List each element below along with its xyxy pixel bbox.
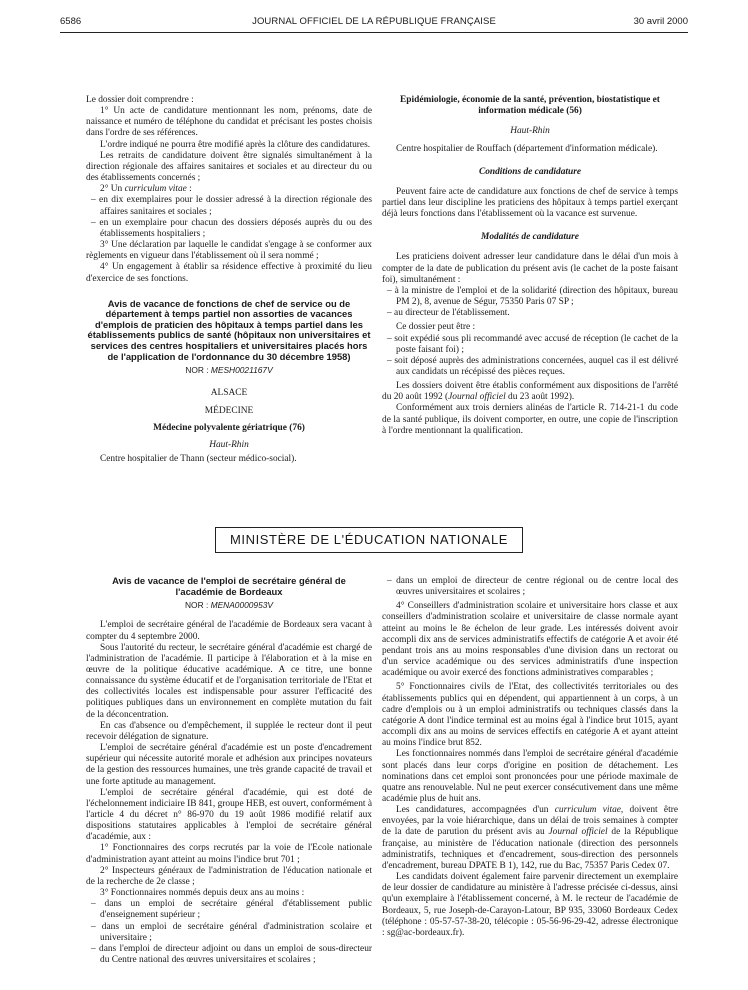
specialty-heading: Médecine polyvalente gériatrique (76) [153,422,305,433]
list-item: – dans un emploi de secrétaire général d'administration scolaire et universitaire ; [91,921,372,943]
paragraph: Sous l'autorité du recteur, le secrétaire général d'académie est chargé de l'administration de l'académie. Il participe à l'élaboration et à la mise en œuvre de la politique éducative académique. A ce titre, une bonne connaissance du système éducatif et de l'organisation territoriale de l'Etat et des collectivités locales est indispensable pour assurer l'efficacité des politiques publiques dans un environnement en complète mutation du fait de la déconcentration. [86,642,372,720]
list-item: – soit déposé auprès des administrations concernées, auquel cas il est délivré aux candidats un récépissé des pièces reçues. [387,355,678,377]
list-item: – dans l'emploi de directeur adjoint ou dans un emploi de sous-directeur du Centre national des œuvres universitaires et scolaires ; [91,943,372,966]
page-number: 6586 [60,16,82,27]
column-left-top [86,95,372,465]
paragraph: 4° Un engagement à établir sa résidence effective à proximité du lieu d'exercice de ses fonctions. [86,262,372,284]
list-item: – dans un emploi de directeur de centre régional ou de centre local des œuvres universitaires et scolaires ; [387,576,678,598]
paragraph: Les fonctionnaires nommés dans l'emploi de secrétaire général d'académie sont placés dans leur corps d'origine en position de détachement. Les nominations dans cet emploi sont prononcées pour une période maximale de quatre ans renouvelable. Nul ne peut exercer consécutivement dans une même académie plus de huit ans. [382,749,678,804]
paragraph: L'ordre indiqué ne pourra être modifié après la clôture des candidatures. [100,139,371,150]
paragraph: 3° Une déclaration par laquelle le candidat s'engage à se conformer aux règlements en vigueur dans l'établissement où il sera nommé ; [86,240,372,262]
column-right-top [382,95,678,437]
paragraph: L'emploi de secrétaire général d'académie est un poste d'encadrement supérieur qui nécessite autorité morale et adhésion aux principes novateurs de la gestion des ressources humaines, une très grande capacité de travail et une forte aptitude au management. [86,743,372,787]
department-heading: Haut-Rhin [510,126,550,137]
header-rule [60,32,688,33]
paragraph: 2° Inspecteurs généraux de l'administration de l'éducation nationale et de la recherche de 2e classe ; [86,865,372,887]
region-heading: ALSACE [210,388,248,399]
paragraph: 5° Fonctionnaires civils de l'Etat, des collectivités territoriales ou des établissements publics qui en dépendent, qui appartiennent à un corps, à un cadre d'emplois ou à un emploi administratifs ou techniques classés dans la catégorie A dont l'indice terminal est au moins égal à l'indice brut 1015, ayant accompli dix ans au moins de services effectifs en catégorie A et ayant atteint au moins l'indice brut 852. [382,682,678,749]
notice-title: Avis de vacance de fonctions de chef de service ou de département à temps partiel non assorties de vacances d'emplois de praticien des hôpitaux à temps partiel dans les établissements publics de santé (hôpitaux non universitaires et services des centres hospitaliers et universitaires placés hors de l'application de l'ordonnance du 30 décembre 1958) [87,297,371,362]
column-right-bottom [382,576,678,939]
section-title: Epidémiologie, économie de la santé, prévention, biostatistique et information médicale (56) [400,95,660,117]
department-heading: Haut-Rhin [209,439,249,450]
paragraph: 2° Un curriculum vitae : [100,184,192,195]
issue-date: 30 avril 2000 [633,16,688,27]
paragraph: Les praticiens doivent adresser leur candidature dans le délai d'un mois à compter de la date de publication du présent avis (le cachet de la poste faisant foi), simultanément : [382,252,678,285]
ministry-banner: MINISTÈRE DE L'ÉDUCATION NATIONALE [215,527,523,553]
paragraph: L'emploi de secrétaire général d'académie, qui est doté de l'échelonnement indiciaire IB 841, groupe HEB, est ouvert, conformément à l'article 4 du décret n° 86-970 du 19 août 1986 modifié relatif aux dispositions statutaires applicables à l'emploi de secrétaire général d'académie, aux : [86,787,372,843]
paragraph: L'emploi de secrétaire général de l'académie de Bordeaux sera vacant à compter du 4 septembre 2000. [86,620,372,642]
list-item: – en un exemplaire pour chacun des dossiers déposés auprès du ou des établissements hospitaliers ; [91,217,372,239]
hospital-centre: Centre hospitalier de Thann (secteur médico-social). [100,454,297,464]
paragraph: Conformément aux trois derniers alinéas de l'article R. 714-21-1 du code de la santé publique, ils doivent comporter, en outre, une copie de l'inscription à l'ordre mentionnant la qualification. [382,403,678,436]
page-header [60,12,688,32]
paragraph: Le dossier doit comprendre : [86,95,194,105]
paragraph: Les retraits de candidature doivent être signalés simultanément à la direction régionale des affaires sanitaires et sociales et au directeur du ou des établissements concernés ; [86,150,372,184]
paragraph: 1° Fonctionnaires des corps recrutés par la voie de l'Ecole nationale d'administration ayant atteint au moins l'indice brut 701 ; [86,843,372,865]
paragraph: 1° Un acte de candidature mentionnant les nom, prénoms, date de naissance et numéro de téléphone du candidat et précisant les postes choisis dans l'ordre de ses références. [86,106,372,139]
conditions-heading: Conditions de candidature [478,166,582,177]
list-item: – au directeur de l'établissement. [387,308,510,319]
discipline-heading: MÉDECINE [204,405,254,416]
nor-reference: NOR : MENA0000953V [185,600,273,611]
list-item: – à la ministre de l'emploi et de la solidarité (direction des hôpitaux, bureau PM 2), 8, avenue de Ségur, 75350 Paris 07 SP ; [387,285,678,308]
paragraph: Les candidatures, accompagnées d'un curriculum vitae, doivent être envoyées, par la voie hiérarchique, dans un délai de trois semaines à compter de la date de parution du présent avis au Journal officiel de la République française, au ministère de l'éducation nationale (direction des personnels administratifs, techniques et d'encadrement, sous-direction des personnels d'encadrement, bureau DPATE B 1), 142, rue du Bac, 75357 Paris Cedex 07. [382,805,678,871]
paragraph: Les dossiers doivent être établis conformément aux dispositions de l'arrêté du 20 août 1992 (Journal officiel du 23 août 1992). [382,381,678,403]
modalites-heading: Modalités de candidature [481,232,579,243]
journal-title: JOURNAL OFFICIEL DE LA RÉPUBLIQUE FRANÇAISE [252,16,496,27]
column-left-bottom [86,576,372,966]
list-item: – en dix exemplaires pour le dossier adressé à la direction régionale des affaires sanitaires et sociales ; [91,195,372,217]
paragraph: 4° Conseillers d'administration scolaire et universitaire hors classe et aux conseillers d'administration scolaire et universitaire de classe normale ayant atteint au moins le 8e échelon de leur grade. Les intéressés doivent avoir accompli dix ans de services administratifs effectifs de catégorie A et avoir été pendant trois ans au moins responsables d'une division dans un rectorat ou d'un service académique ou des services administratifs d'une inspection académique ou avoir exercé des fonctions administratives comparables ; [382,601,678,679]
list-item: – dans un emploi de secrétaire général d'établissement public d'enseignement supérieur ; [91,899,372,921]
hospital-centre: Centre hospitalier de Rouffach (département d'information médicale). [396,144,658,155]
paragraph: Ce dossier peut être : [396,322,476,333]
paragraph: 3° Fonctionnaires nommés depuis deux ans au moins : [100,888,305,899]
paragraph: En cas d'absence ou d'empêchement, il supplée le recteur dont il peut recevoir délégation de signature. [86,720,372,742]
notice-title: Avis de vacance de l'emploi de secrétaire général de l'académie de Bordeaux [112,575,346,597]
paragraph: Peuvent faire acte de candidature aux fonctions de chef de service à temps partiel dans leur discipline les praticiens des hôpitaux à temps partiel exerçant déjà leurs fonctions dans l'établissement où la vacance est survenue. [382,186,678,220]
list-item: – soit expédié sous pli recommandé avec accusé de réception (le cachet de la poste faisant foi) ; [387,333,678,355]
paragraph: Les candidats doivent également faire parvenir directement un exemplaire de leur dossier de candidature au ministère à l'adresse précisée ci-dessus, ainsi qu'un exemplaire à l'établissement concerné, à M. le recteur de l'académie de Bordeaux, 5, rue Joseph-de-Carayon-Latour, BP 935, 33060 Bordeaux Cedex (téléphone : 05-57-57-38-20, télécopie : 05-56-96-29-42, adresse électronique : sg@ac-bordeaux.fr). [382,872,678,938]
nor-reference: NOR : MESH0021167V [185,365,273,376]
